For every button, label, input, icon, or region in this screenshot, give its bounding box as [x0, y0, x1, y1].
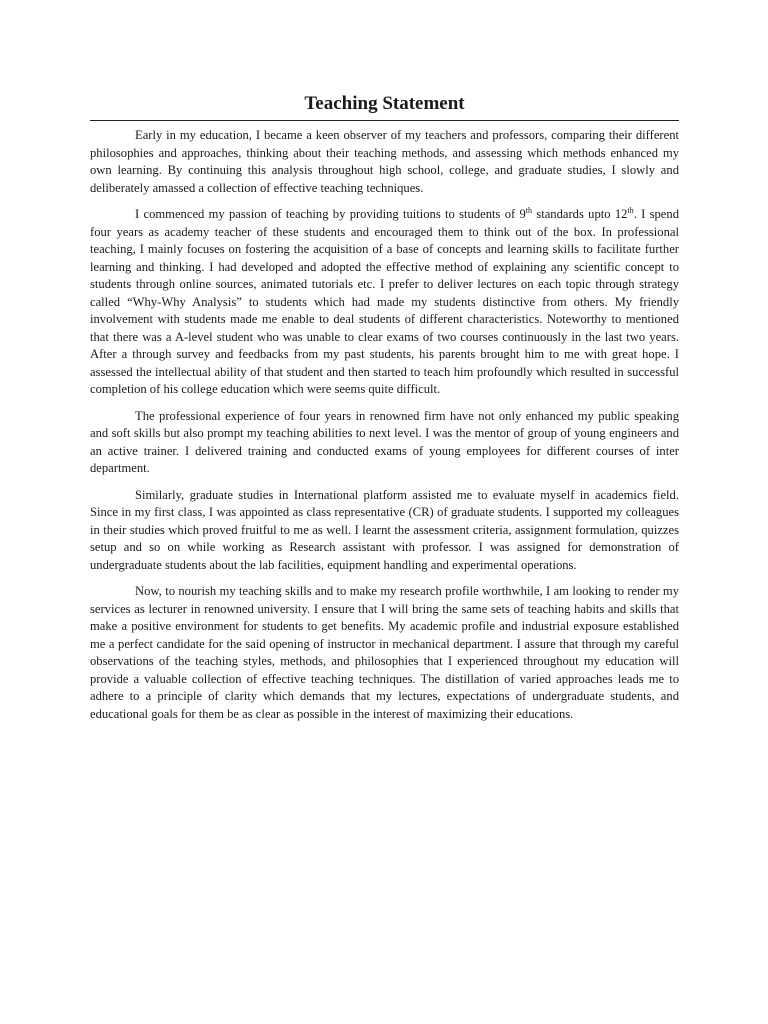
paragraph-text: I commenced my passion of teaching by providing tuitions to students of 9 — [135, 207, 526, 221]
paragraph-text: . I spend four years as academy teacher of these students and encouraged them to think out of the box. In professional teaching, I mainly focuses on fostering the acquisition of a base of concepts and learning skills to facilitate further learning and thinking. I had developed and adopted the effective method of explaining any scientific concept to students through online sources, animated tutorials etc. I prefer to deliver lectures on each topic through strategy called “Why-Why Analysis” to students which had made my students distinctive from others. My friendly involvement with students made me enable to deal students of different characteristics. Noteworthy to mentioned that there was a A-level student who was unable to clear exams of two courses continuously in the last two years. After a through survey and feedbacks from my past students, his parents brought him to me with great hope. I assessed the intellectual ability of that student and then started to teach him profoundly which resulted in successful completion of his college education which were seems quite difficult. — [90, 207, 679, 396]
superscript: th — [525, 205, 533, 215]
document-page — [90, 92, 679, 723]
paragraph-lecturer-goal: Now, to nourish my teaching skills and to make my research profile worthwhile, I am looking to render my services as lecturer in renowned university. I ensure that I will bring the same sets of teaching habits and skills that make a positive environment for students to get benefits. My academic profile and industrial exposure established me a perfect candidate for the said opening of instructor in mechanical department. I assure that through my careful observations of the teaching styles, methods, and philosophies that I experienced throughout my education will provide a valuable collection of effective teaching techniques. The distillation of varied approaches leads me to adhere to a principle of clarity which demands that my lectures, expectations of undergraduate students, and educational goals for them be as clear as possible in the interest of maximizing their educations. — [90, 584, 679, 721]
superscript: th — [627, 205, 634, 215]
paragraph-teaching-passion — [90, 206, 679, 399]
paragraph-graduate-studies: Similarly, graduate studies in International platform assisted me to evaluate myself in academics field. Since in my first class, I was appointed as class representative (CR) of graduate students. I supported my colleagues in their studies which proved fruitful to me as well. I learnt the assessment criteria, assignment formulation, quizzes setup and so on while working as Research assistant with professor. I was assigned for demonstration of undergraduate students about the lab facilities, equipment handling and experimental operations. — [90, 487, 679, 572]
paragraph-text: standards upto 12 — [532, 207, 628, 221]
paragraph-professional-experience: The professional experience of four years in renowned firm have not only enhanced my public speaking and soft skills but also prompt my teaching abilities to next level. I was the mentor of group of young engineers and an active trainer. I delivered training and conducted exams of young employees for different courses of inter department. — [90, 408, 679, 475]
paragraph-early-education: Early in my education, I became a keen observer of my teachers and professors, comparing their different philosophies and approaches, thinking about their teaching methods, and assessing which methods enhanced my own learning. By continuing this analysis throughout high school, college, and graduate studies, I slowly and deliberately amassed a collection of effective teaching techniques. — [90, 128, 679, 195]
document-title: Teaching Statement — [90, 92, 679, 121]
